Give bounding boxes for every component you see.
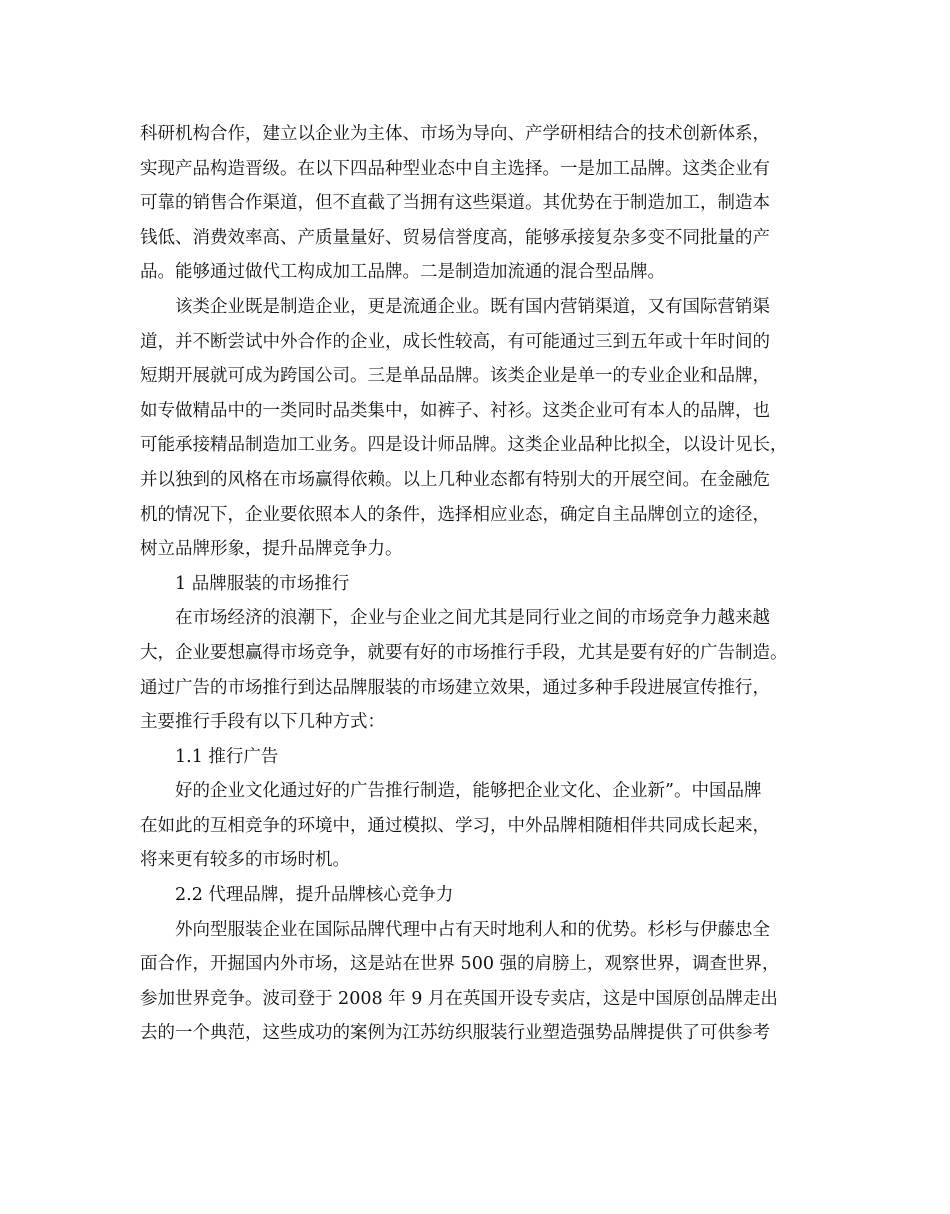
text-line: 道，并不断尝试中外合作的企业，成长性较高，有可能通过三到五年或十年时间的	[140, 331, 770, 352]
text-line: 2.2 代理品牌，提升品牌核心竞争力	[175, 885, 454, 906]
body-text	[140, 117, 830, 1051]
text-line: 1 品牌服装的市场推行	[175, 573, 350, 594]
text-line: 可能承接精品制造加工业务。四是设计师品牌。这类企业品种比拟全，以设计见长，	[140, 435, 788, 456]
text-line: 科研机构合作，建立以企业为主体、市场为导向、产学研相结合的技术创新体系，	[140, 124, 770, 144]
text-line: 好的企业文化通过好的广告推行制造，能够把企业文化、企业新”。中国品牌	[175, 781, 762, 802]
text-line: 该类企业既是制造企业，更是流通企业。既有国内营销渠道，又有国际营销渠	[175, 296, 770, 317]
text-line: 去的一个典范，这些成功的案例为江苏纺织服装行业塑造强势品牌提供了可供参考	[140, 1023, 770, 1044]
text-line: 1.1 推行广告	[175, 746, 279, 767]
text-line: 主要推行手段有以下几种方式：	[140, 712, 385, 733]
text-line: 机的情况下，企业要依照本人的条件，选择相应业态，确定自主品牌创立的途径，	[140, 504, 770, 525]
text-line: 通过广告的市场推行到达品牌服装的市场建立效果，通过多种手段进展宣传推行，	[140, 677, 770, 698]
text-line: 在市场经济的浪潮下，企业与企业之间尤其是同行业之间的市场竞争力越来越	[175, 608, 770, 629]
text-line: 短期开展就可成为跨国公司。三是单品品牌。该类企业是单一的专业企业和品牌，	[140, 366, 770, 387]
text-line: 品。能够通过做代工构成加工品牌。二是制造加流通的混合型品牌。	[140, 262, 665, 283]
text-line: 在如此的互相竞争的环境中，通过模拟、学习，中外品牌相随相伴共同成长起来，	[140, 815, 770, 836]
text-line: 并以独到的风格在市场赢得依赖。以上几种业态都有特别大的开展空间。在金融危	[140, 469, 770, 490]
text-line: 实现产品构造晋级。在以下四品种型业态中自主选择。一是加工品牌。这类企业有	[140, 158, 770, 179]
text-line: 面合作，开掘国内外市场，这是站在世界 500 强的肩膀上，观察世界，调查世界，	[140, 954, 780, 975]
text-line: 大，企业要想赢得市场竞争，就要有好的市场推行手段，尤其是要有好的广告制造。	[140, 642, 788, 663]
text-line: 如专做精品中的一类同时品类集中，如裤子、衬衫。这类企业可有本人的品牌，也	[140, 400, 770, 421]
text-line: 钱低、消费效率高、产质量量好、贸易信誉度高，能够承接复杂多变不同批量的产	[140, 227, 770, 248]
text-line: 将来更有较多的市场时机。	[140, 850, 350, 871]
text-line: 参加世界竞争。波司登于 2008 年 9 月在英国开设专卖店，这是中国原创品牌走出	[140, 988, 778, 1009]
text-line: 外向型服装企业在国际品牌代理中占有天时地利人和的优势。杉杉与伊藤忠全	[175, 919, 770, 940]
text-line: 树立品牌形象，提升品牌竞争力。	[140, 539, 403, 560]
text-line: 可靠的销售合作渠道，但不直截了当拥有这些渠道。其优势在于制造加工，制造本	[140, 193, 770, 214]
